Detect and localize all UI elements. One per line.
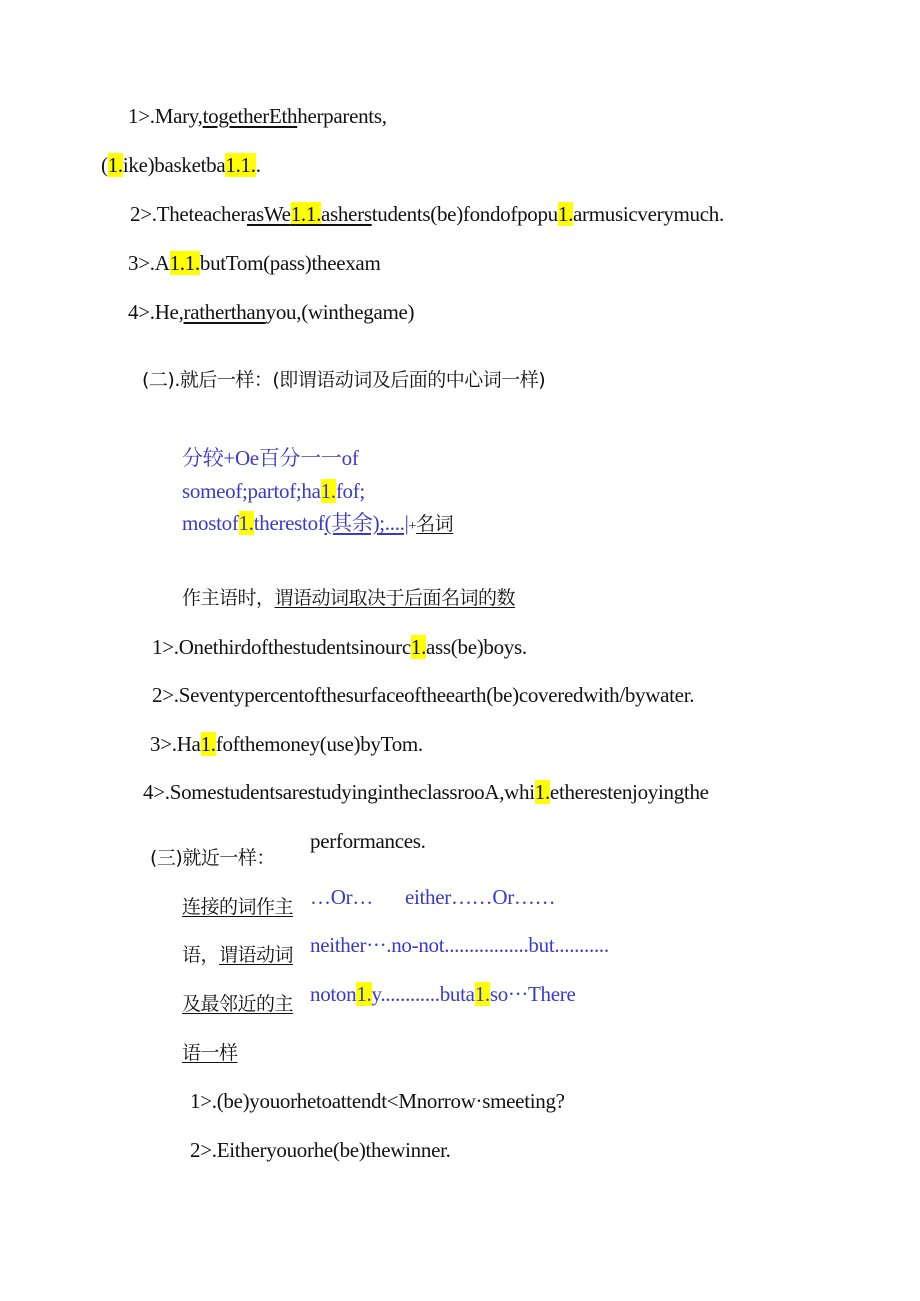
s1-line-1 [128, 103, 387, 129]
highlight-mark: 1. [356, 982, 372, 1006]
desc-line-2: 语，谓语动词 [182, 944, 294, 966]
note-line: 作主语时，谓语动词取决于后面名词的数 [182, 587, 516, 609]
underlined-text: 谓语动词 [219, 944, 294, 966]
s1-line-4 [128, 250, 381, 276]
underlined-text: ratherthan [183, 300, 266, 324]
rule-line-1: 分较+Oe百分一一of [182, 446, 359, 470]
text: 2>.Theteacher [130, 202, 247, 226]
text: herparents, [297, 104, 387, 128]
conj-line-2: neither···.no-not.................but........... [310, 933, 609, 957]
highlight-mark: 1. [200, 732, 216, 756]
text: you,(winthegame) [265, 300, 415, 324]
rule-line-2: someof;partof;ha1.fof; [182, 479, 365, 503]
highlight-mark: 1. [107, 153, 123, 177]
desc-line-4: 语一样 [182, 1042, 238, 1064]
s1-line-2 [101, 152, 261, 178]
text: 3>.A [128, 251, 170, 275]
s3-example-2: 2>.Eitheryouorhe(be)thewinner. [190, 1138, 451, 1162]
highlight-mark: 1. [557, 202, 574, 226]
highlight-mark: 1. [534, 780, 550, 804]
text: armusicverymuch. [573, 202, 724, 226]
text: 4>.He, [128, 300, 184, 324]
section-3-heading: (三)就近一样： [150, 847, 275, 869]
highlight-mark: 1. [238, 511, 254, 535]
s2-example-3: 3>.Ha1.fofthemoney(use)byTom. [150, 732, 423, 756]
s2-example-2: 2>.Seventypercentofthesurfaceoftheearth(be)coveredwith/bywater. [152, 683, 695, 707]
s3-example-1: 1>.(be)youorhetoattendt<Mnorrow·smeeting? [190, 1089, 565, 1113]
text: tudents(be)fondofpopu [371, 202, 558, 226]
conj-line-1: …Or… either……Or…… [310, 885, 556, 909]
conj-line-3: noton1.y............buta1.so···There [310, 982, 576, 1006]
text: 1>.Mary, [128, 104, 203, 128]
underlined-text: 名词 [416, 513, 454, 535]
text: . [255, 153, 261, 177]
desc-line-1: 连接的词作主 [182, 896, 294, 918]
s2-example-4-continued: performances. [310, 829, 426, 853]
highlight-mark: 1.1. [225, 153, 256, 177]
desc-line-3: 及最邻近的主 [182, 993, 294, 1015]
underlined-text: asWe1.1.ashers [246, 202, 372, 226]
rule-line-3: mostof1.therestof(其余);....|+名词 [182, 511, 454, 535]
text: ike)basketba [122, 153, 226, 177]
underlined-text: (其余);....| [324, 511, 409, 535]
s1-line-3 [130, 201, 724, 227]
highlight-mark: 1. [474, 982, 490, 1006]
s2-example-1: 1>.Onethirdofthestudentsinourc1.ass(be)boys. [152, 635, 527, 659]
section-2-heading: (二).就后一样：(即谓语动词及后面的中心词一样) [142, 369, 546, 391]
s2-example-4: 4>.SomestudentsarestudyingintheclassrooA,whi1.etherestenjoyingthe [143, 780, 709, 804]
underlined-text: togetherEth [202, 104, 298, 128]
highlight-mark: 1. [320, 479, 336, 503]
text: butTom(pass)theexam [199, 251, 381, 275]
text: ( [101, 153, 108, 177]
highlight-mark: 1.1. [169, 251, 200, 275]
s1-line-5 [128, 299, 414, 325]
underlined-text: 谓语动词取决于后面名词的数 [274, 587, 516, 609]
highlight-mark: 1. [410, 635, 427, 659]
